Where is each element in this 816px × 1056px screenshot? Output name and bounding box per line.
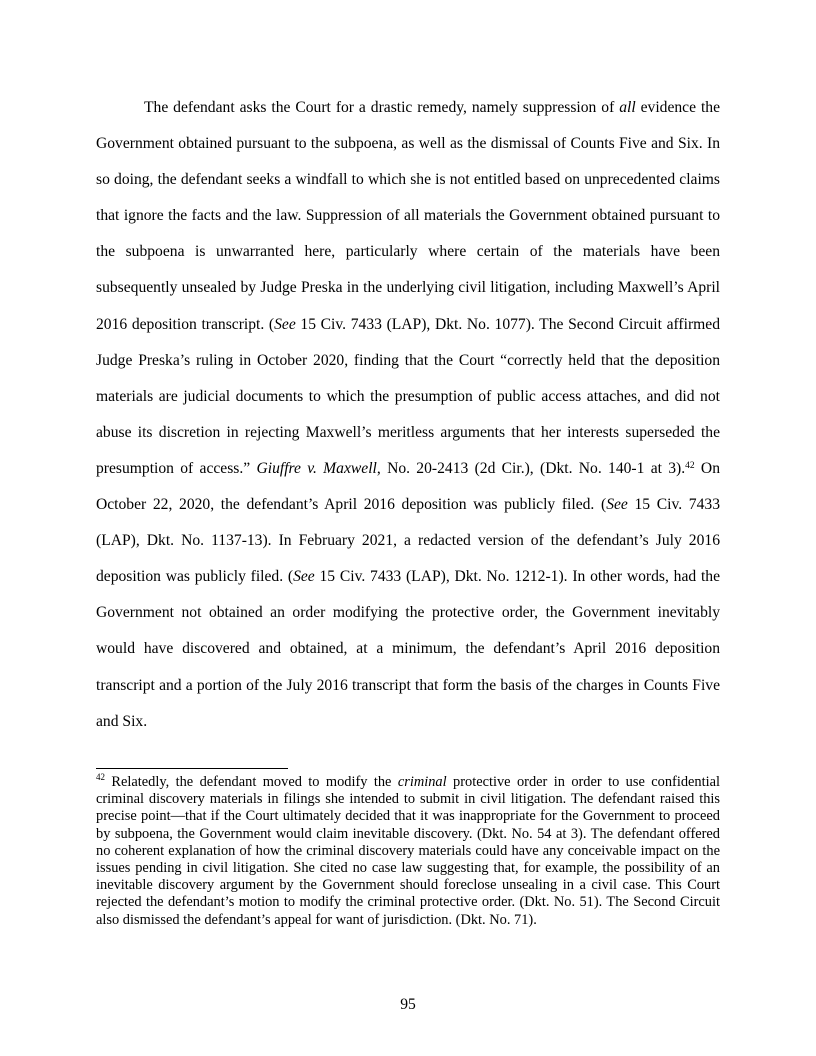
body-text-segment: 15 Civ. 7433 (LAP), Dkt. No. 1137-13). In February 2021, a redacted version of the defendant’s July 2016 deposition was publicly filed. ( [96, 496, 720, 586]
footnote-separator [96, 768, 288, 769]
body-text-segment: 15 Civ. 7433 (LAP), Dkt. No. 1077). The Second Circuit affirmed Judge Preska’s ruling in October 2020, finding that the Court “correctly held that the deposition materials are judicial documents to which the presumption of public access attaches, and did not abuse its discretion in rejecting Maxwell’s meritless arguments that her interests superseded the presumption of access.” [96, 315, 720, 477]
body-text-segment: evidence the Government obtained pursuant to the subpoena, as well as the dismissal of Counts Five and Six. In so doing, the defendant seeks a windfall to which she is not entitled based on unprecedented claims that ignore the facts and the law. Suppression of all materials the Government obtained pursuant to the subpoena is unwarranted here, particularly where certain of the materials have been subsequently unsealed by Judge Preska in the underlying civil litigation, including Maxwell’s April 2016 deposition transcript. ( [96, 99, 720, 333]
body-text-segment: On October 22, 2020, the defendant’s April 2016 deposition was publicly filed. ( [96, 459, 720, 514]
document-page [96, 0, 720, 1056]
footnote-text-segment: protective order in order to use confidential criminal discovery materials in filings she intended to submit in civil litigation. The defendant raised this precise point—that if the Court ultimately decided that it was inappropriate for the Government to proceed by subpoena, the Government would claim inevitable discovery. (Dkt. No. 54 at 3). The defendant offered no coherent explanation of how the criminal discovery materials could have any conceivable impact on the issues pending in civil litigation. She cited no case law suggesting that, for example, the possibility of an inevitable discovery argument by the Government should foreclose unsealing in a civil case. This Court rejected the defendant’s motion to modify the criminal protective order. (Dkt. No. 51). The Second Circuit also dismissed the defendant’s appeal for want of jurisdiction. (Dkt. No. 71). [96, 774, 720, 928]
citation-signal-see: See [274, 315, 296, 333]
footnote-number: 42 [96, 772, 105, 783]
footnote-text-segment: Relatedly, the defendant moved to modify the [105, 774, 398, 790]
body-text-segment: 15 Civ. 7433 (LAP), Dkt. No. 1212-1). In other words, had the Government not obtained an order modifying the protective order, the Government inevitably would have discovered and obtained, at a minimum, the defendant’s April 2016 deposition transcript and a portion of the July 2016 transcript that form the basis of the charges in Counts Five and Six. [96, 568, 720, 730]
citation-signal-see: See [293, 568, 315, 586]
footnote-42 [96, 774, 720, 929]
page-number: 95 [400, 996, 416, 1013]
body-text-segment: , No. 20-2413 (2d Cir.), (Dkt. No. 140-1 at 3). [376, 459, 686, 477]
footnote-reference: 42 [685, 460, 695, 471]
citation-signal-see: See [606, 496, 628, 514]
body-text-segment: The defendant asks the Court for a drastic remedy, namely suppression of [144, 99, 620, 116]
case-name: Giuffre v. Maxwell [256, 459, 377, 477]
emphasis-all: all [619, 99, 636, 116]
emphasis-criminal: criminal [397, 774, 447, 790]
body-paragraph [96, 90, 720, 740]
